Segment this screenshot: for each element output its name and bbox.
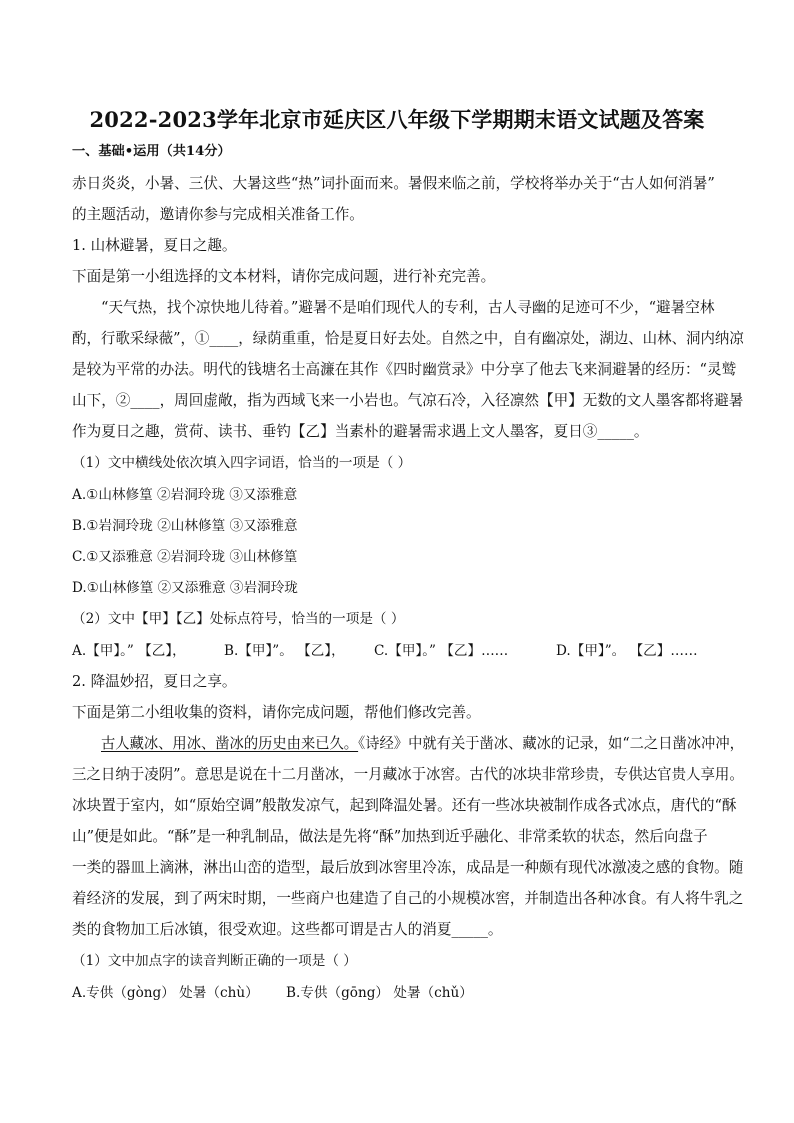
question-1-1-option-d[interactable]: D.①山林修篁 ②又添雅意 ③岩洞玲珑 [72,580,298,596]
question-1-2-option-b[interactable]: B.【甲】”。 【乙】， [224,643,345,659]
question-2-description: 下面是第二小组收集的资料，请你完成问题，帮他们修改完善。 [72,704,481,721]
passage-2-line-1-rest: 《诗经》中就有关于凿冰、藏冰的记录，如“二之日凿冰冲冲， [358,735,744,752]
passage-2-line-5: 一类的器皿上滴淋，淋出山峦的造型，最后放到冰窖里冷冻，成品是一种颇有现代冰激凌之感的食物。随 [72,859,744,876]
question-1-1-option-b[interactable]: B.①岩洞玲珑 ②山林修篁 ③又添雅意 [72,518,298,534]
question-1-heading: 1. 山林避暑，夏日之趣。 [72,237,237,254]
question-1-2-option-d[interactable]: D.【甲】”。 【乙】…… [556,643,698,659]
passage-1-line-2: 酌，行歌采绿薇”，①____，绿荫重重，恰是夏日好去处。自然之中，自有幽凉处，湖边、山林、洞内纳凉 [72,330,744,347]
section-heading: 一、基础•运用（共14分） [72,144,231,159]
passage-2-line-7: 类的食物加工后冰镇，很受欢迎。这些都可谓是古人的消夏_____。 [72,921,503,938]
page-title: 2022-2023学年北京市延庆区八年级下学期期末语文试题及答案 [89,107,705,132]
passage-2-line-2: 三之日纳于凌阴”。意思是说在十二月凿冰，一月藏冰于冰窖。古代的冰块非常珍贵，专供达官贵人享用。 [72,766,744,783]
question-1-1-stem: （1）文中横线处依次填入四字词语，恰当的一项是（ ） [72,455,412,471]
question-1-description: 下面是第一小组选择的文本材料，请你完成问题，进行补充完善。 [72,268,496,285]
question-1-2-option-c[interactable]: C.【甲】。” 【乙】…… [374,643,509,659]
question-1-2-options [72,641,732,661]
question-1-1-option-a[interactable]: A.①山林修篁 ②岩洞玲珑 ③又添雅意 [72,487,298,503]
passage-2-line-6: 着经济的发展，到了两宋时期，一些商户也建造了自己的小规模冰窖，并制造出各种冰食。有人将牛乳之 [72,890,744,907]
question-1-1-option-c[interactable]: C.①又添雅意 ②岩洞玲珑 ③山林修篁 [72,549,298,565]
passage-1-line-1: “天气热，找个凉快地儿待着。”避暑不是咱们现代人的专利，古人寻幽的足迹可不少，“避暑空林 [101,299,715,316]
passage-2-line-1 [101,734,744,754]
question-2-1-stem: （1）文中加点字的读音判断正确的一项是（ ） [72,953,357,969]
question-2-1-option-b[interactable]: B.专供（gōng） 处暑（chǔ） [286,985,473,1001]
passage-1-line-3: 是较为平常的办法。明代的钱塘名士高濂在其作《四时幽赏录》中分享了他去飞来洞避暑的经历：“灵鹫 [72,361,737,378]
question-2-1-option-a[interactable]: A.专供（gòng） 处暑（chù） [72,985,259,1001]
passage-2-line-4: 山”便是如此。“酥”是一种乳制品，做法是先将“酥”加热到近乎融化、非常柔软的状态，然后向盘子 [72,828,708,845]
intro-line-1: 赤日炎炎，小暑、三伏、大暑这些“热”词扑面而来。暑假来临之前，学校将举办关于“古人如何消暑” [72,175,715,192]
question-2-heading: 2. 降温妙招，夏日之享。 [72,673,237,690]
question-1-2-option-a[interactable]: A.【甲】。” 【乙】， [72,643,186,659]
intro-line-2: 的主题活动，邀请你参与完成相关准备工作。 [72,206,364,223]
passage-1-line-4: 山下，②____，周回虚敞，指为西域飞来一小岩也。气凉石冷，入径凛然【甲】无数的文人墨客都将避暑 [72,392,744,409]
passage-1-line-5: 作为夏日之趣，赏荷、读书、垂钓【乙】当素朴的避暑需求遇上文人墨客，夏日③_____。 [72,423,649,440]
question-2-1-options [72,983,732,1003]
underlined-sentence: 古人藏冰、用冰、凿冰的历史由来已久。 [101,735,359,752]
passage-2-line-3: 冰块置于室内，如“原始空调”般散发凉气，起到降温处暑。还有一些冰块被制作成各式冰点，唐代的“酥 [72,797,737,814]
question-1-2-stem: （2）文中【甲】【乙】处标点符号，恰当的一项是（ ） [72,611,405,627]
